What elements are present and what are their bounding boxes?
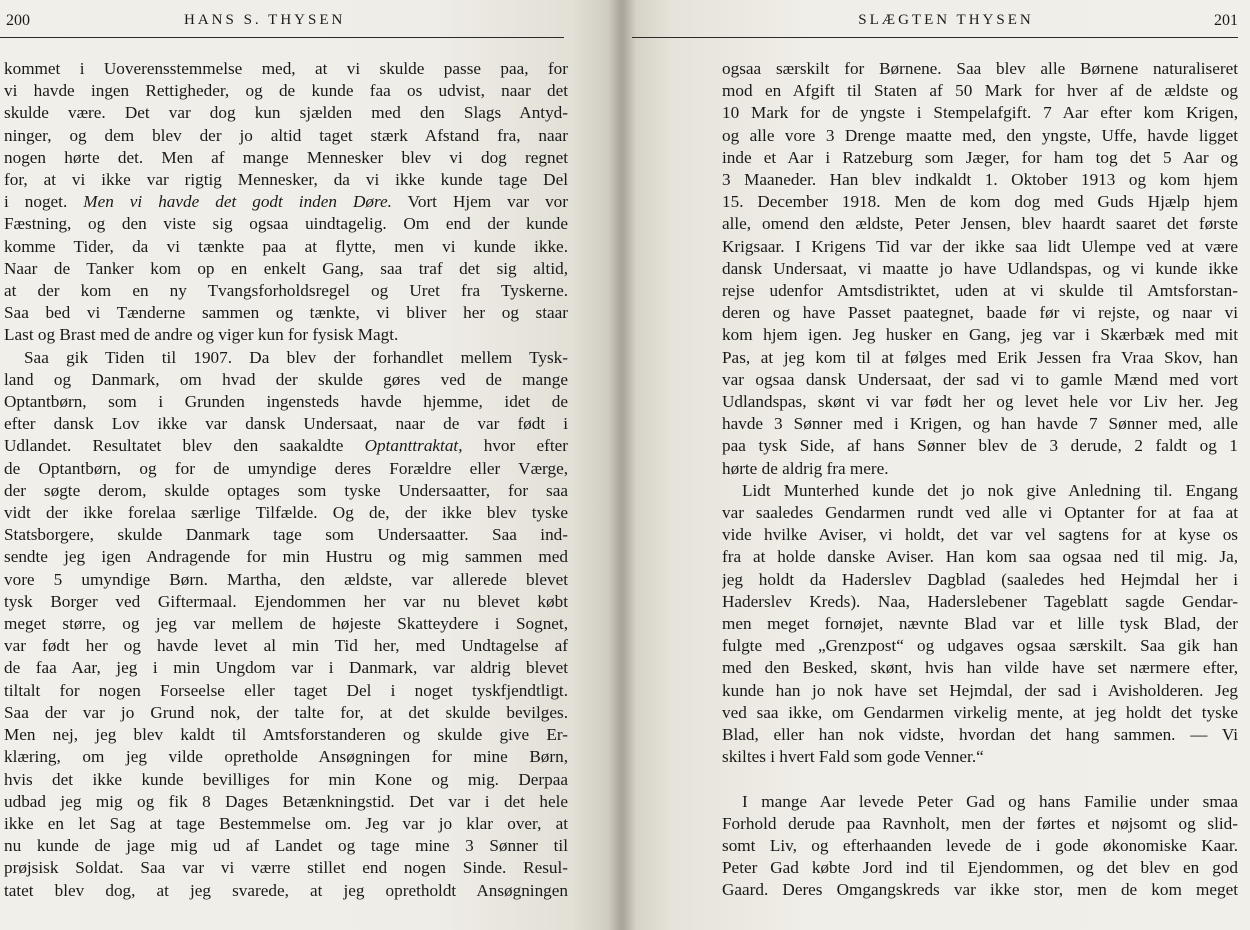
text-line: mod en Afgift til Staten af 50 Mark for hver af de ældste og: [722, 81, 1238, 101]
left-running-head: [0, 0, 568, 34]
left-page-number: 200: [6, 12, 30, 29]
text-line: Krigsaar. I Krigens Tid var der ikke saa lidt Ulempe ved at være: [722, 236, 1238, 256]
text-line: i noget. Men vi havde det godt inden Døre. Vort Hjem var vor: [4, 192, 568, 212]
left-body-text: [0, 58, 568, 902]
right-body-text: [722, 58, 1250, 902]
text-line: havde 3 Sønner med i Krigen, og han havde 7 Sønner med, alle: [722, 414, 1238, 434]
text-line: med den Besked, skønt, hvis han vilde have set nærmere efter,: [722, 658, 1238, 678]
text-line: udbad jeg mig og fik 8 Dages Betænkningstid. Det var i det hele: [4, 791, 568, 811]
text-line: paa tysk Side, af hans Sønner blev de 3 derude, 2 faldt og 1: [722, 436, 1238, 456]
text-line: Optantbørn, som i Grunden ingensteds havde hjemme, idet de: [4, 392, 568, 412]
italic-emphasis: Optanttraktat,: [364, 436, 463, 456]
right-running-title: SLÆGTEN THYSEN: [858, 12, 1034, 28]
text-line: rejse udenfor Amtsdistriktet, uden at vi skulde til Amtsforstan-: [722, 281, 1238, 301]
text-line: meget større, og jeg var mellem de højeste Skatteydere i Sognet,: [4, 614, 568, 634]
text-line: Udlandet. Resultatet blev den saakaldte Optanttraktat, hvor efter: [4, 436, 568, 456]
text-line: fra at holde danske Aviser. Han kom saa ogsaa ned til mig. Ja,: [722, 547, 1238, 567]
paragraph-gap: [722, 769, 1238, 791]
text-line: Udlandspas, skønt vi var født her og levet hele vor Liv her. Jeg: [722, 392, 1238, 412]
left-running-title: HANS S. THYSEN: [184, 12, 346, 28]
text-line: prøjsisk Soldat. Saa var vi værre stillet end nogen Sinde. Resul-: [4, 858, 568, 878]
text-line: for, at vi ikke var rigtig Mennesker, da vi ikke kunde tage Del: [4, 170, 568, 190]
text-line: kom hjem igen. Jeg husker en Gang, jeg var i Skærbæk med mit: [722, 325, 1238, 345]
right-page: [622, 0, 1250, 930]
text-line: skiltes i hvert Fald som gode Venner.“: [722, 747, 984, 767]
text-line: vidt der ikke forelaa særlige Tilfælde. Og de, der ikke blev tyske: [4, 503, 568, 523]
text-line: deren og have Passet paategnet, baade før vi rejste, og naar vi: [722, 303, 1238, 323]
text-line: Gaard. Deres Omgangskreds var ikke stor, men de kom meget: [722, 880, 1238, 900]
text-line: tatet blev dog, at jeg svarede, at jeg opretholdt Ansøgningen: [4, 880, 568, 900]
right-page-number: 201: [1214, 12, 1238, 29]
text-line: tiltalt for nogen Forseelse eller taget Del i noget tyskfjendtligt.: [4, 680, 568, 700]
text-line: Saa der var jo Grund nok, der talte for, at det skulde bevilges.: [4, 702, 568, 722]
text-line: vide hvilke Aviser, vi holdt, det var vel sagtens for at kyse os: [722, 525, 1238, 545]
text-line: nu kunde de jage mig ud af Landet og tage mine 3 Sønner til: [4, 836, 568, 856]
text-line: ogsaa særskilt for Børnene. Saa blev alle Børnene naturaliseret: [722, 59, 1238, 78]
text-line: tysk Borger ved Giftermaal. Ejendommen her var nu blevet købt: [4, 591, 568, 611]
text-line: 10 Mark for de yngste i Stempelafgift. 7 Aar efter kom Krigen,: [722, 103, 1238, 123]
left-page: [0, 0, 622, 930]
text-line: Last og Brast med de andre og viger kun for fysisk Magt.: [4, 325, 399, 345]
text-line: at der kom en ny Tvangsforholdsregel og Uret fra Tyskerne.: [4, 281, 568, 301]
text-line: ikke en let Sag at tage Bestemmelse om. Jeg var jo klar over, at: [4, 813, 568, 833]
text-line: 15. December 1918. Men de kom dog med Guds Hjælp hjem: [722, 192, 1238, 212]
text-line: Forhold derude paa Ravnholt, men der førtes et nøjsomt og slid-: [722, 813, 1238, 833]
text-line: var ogsaa dansk Undersaat, der sad vi to gamle Mænd med vort: [722, 369, 1238, 389]
text-line: og alle vore 3 Drenge maatte med, den yngste, Uffe, havde ligget: [722, 125, 1238, 145]
text-line: de Optantbørn, og for de umyndige deres Forældre eller Værge,: [4, 458, 568, 478]
text-line: ninger, og dem blev der jo altid taget stærk Afstand fra, naar: [4, 125, 568, 145]
left-header-rule: [0, 37, 564, 38]
text-line: de faa Aar, jeg i min Ungdom var i Danmark, var aldrig blevet: [4, 658, 568, 678]
right-header-rule: [632, 37, 1238, 38]
text-line: men meget fornøjet, nævnte Blad var et lille tysk Blad, der: [722, 614, 1238, 634]
text-line: Saa gik Tiden til 1907. Da blev der forhandlet mellem Tysk-: [24, 347, 568, 367]
text-line: dansk Undersaat, vi maatte jo have Udlandspas, og vi kunde ikke: [722, 258, 1238, 278]
text-line: var saaledes Gendarmen rundt ved alle vi Optanter for at faa at: [722, 503, 1238, 523]
text-line: skulde være. Det var dog kun sjælden med den Slags Antyd-: [4, 103, 568, 123]
text-line: Men nej, jeg blev kaldt til Amtsforstanderen og skulde give Er-: [4, 725, 568, 745]
text-line: Fæstning, og den viste sig ogsaa uindtagelig. Om end der kunde: [4, 214, 568, 234]
right-running-head: [722, 0, 1250, 34]
text-line: vi havde ingen Rettigheder, og de kunde faa os udvist, naar det: [4, 81, 568, 101]
text-line: Pas, at jeg kom til at følges med Erik Jessen fra Vraa Skov, han: [722, 347, 1238, 367]
text-line: Blad, eller han nok vidste, hvordan det hang sammen. — Vi: [722, 725, 1238, 745]
text-line: var født her og havde levet al min Tid her, med Undtagelse af: [4, 636, 568, 656]
text-line: efter dansk Lov ikke var dansk Undersaat, naar de var født i: [4, 414, 568, 434]
text-line: inde et Aar i Ratzeburg som Jæger, for ham tog det 5 Aar og: [722, 147, 1238, 167]
text-line: Peter Gad købte Jord ind til Ejendommen, og det blev en god: [722, 858, 1238, 878]
text-line: nogen hørte det. Men af mange Mennesker blev vi dog regnet: [4, 147, 568, 167]
text-line: Statsborgere, skulde Danmark tage som Undersaatter. Saa ind-: [4, 525, 568, 545]
text-line: der søgte derom, skulde optages som tyske Undersaatter, for saa: [4, 480, 568, 500]
text-line: hvis det ikke kunde bevilliges for min Kone og mig. Derpaa: [4, 769, 568, 789]
italic-emphasis: Men vi havde det godt inden Døre.: [83, 192, 392, 212]
text-line: somt Liv, og efterhaanden levede de i gode økonomiske Kaar.: [722, 835, 1238, 855]
text-line: ved saa ikke, om Gendarmen virkelig mente, at jeg holdt det tyske: [722, 702, 1238, 722]
text-line: kommet i Uoverensstemmelse med, at vi skulde passe paa, for: [4, 59, 568, 78]
text-line: Naar de Tanker kom op en enkelt Gang, saa traf det sig altid,: [4, 258, 568, 278]
text-line: sendte jeg igen Andragende for min Hustru og mig sammen med: [4, 547, 568, 567]
text-line: klæring, om jeg vilde opretholde Ansøgningen for mine Børn,: [4, 747, 568, 767]
text-line: komme Tider, da vi tænkte paa at flytte, men vi kunde ikke.: [4, 236, 568, 256]
text-line: Lidt Munterhed kunde det jo nok give Anledning til. Engang: [742, 480, 1238, 500]
text-line: land og Danmark, om hvad der skulde gøres ved de mange: [4, 369, 568, 389]
text-line: hørte de aldrig fra mere.: [722, 458, 889, 478]
text-line: 3 Maaneder. Han blev indkaldt 1. Oktober 1913 og kom hjem: [722, 170, 1238, 190]
text-line: Saa bed vi Tænderne sammen og tænkte, vi bliver her og staar: [4, 303, 568, 323]
text-line: kunde han jo nok have set Hejmdal, der sad i Avisholderen. Jeg: [722, 680, 1238, 700]
text-line: alle, omend den ældste, Peter Jensen, blev haardt saaret det første: [722, 214, 1238, 234]
text-line: fulgte med „Grenzpost“ og udgaves ogsaa særskilt. Saa gik han: [722, 636, 1238, 656]
text-line: Haderslev Kreds). Naa, Haderslebener Tageblatt sagde Gendar-: [722, 591, 1238, 611]
text-line: jeg holdt da Haderslev Dagblad (saaledes hed Hejmdal her i: [722, 569, 1238, 589]
text-line: vore 5 umyndige Børn. Martha, den ældste, var allerede blevet: [4, 569, 568, 589]
text-line: I mange Aar levede Peter Gad og hans Familie under smaa: [742, 791, 1238, 811]
